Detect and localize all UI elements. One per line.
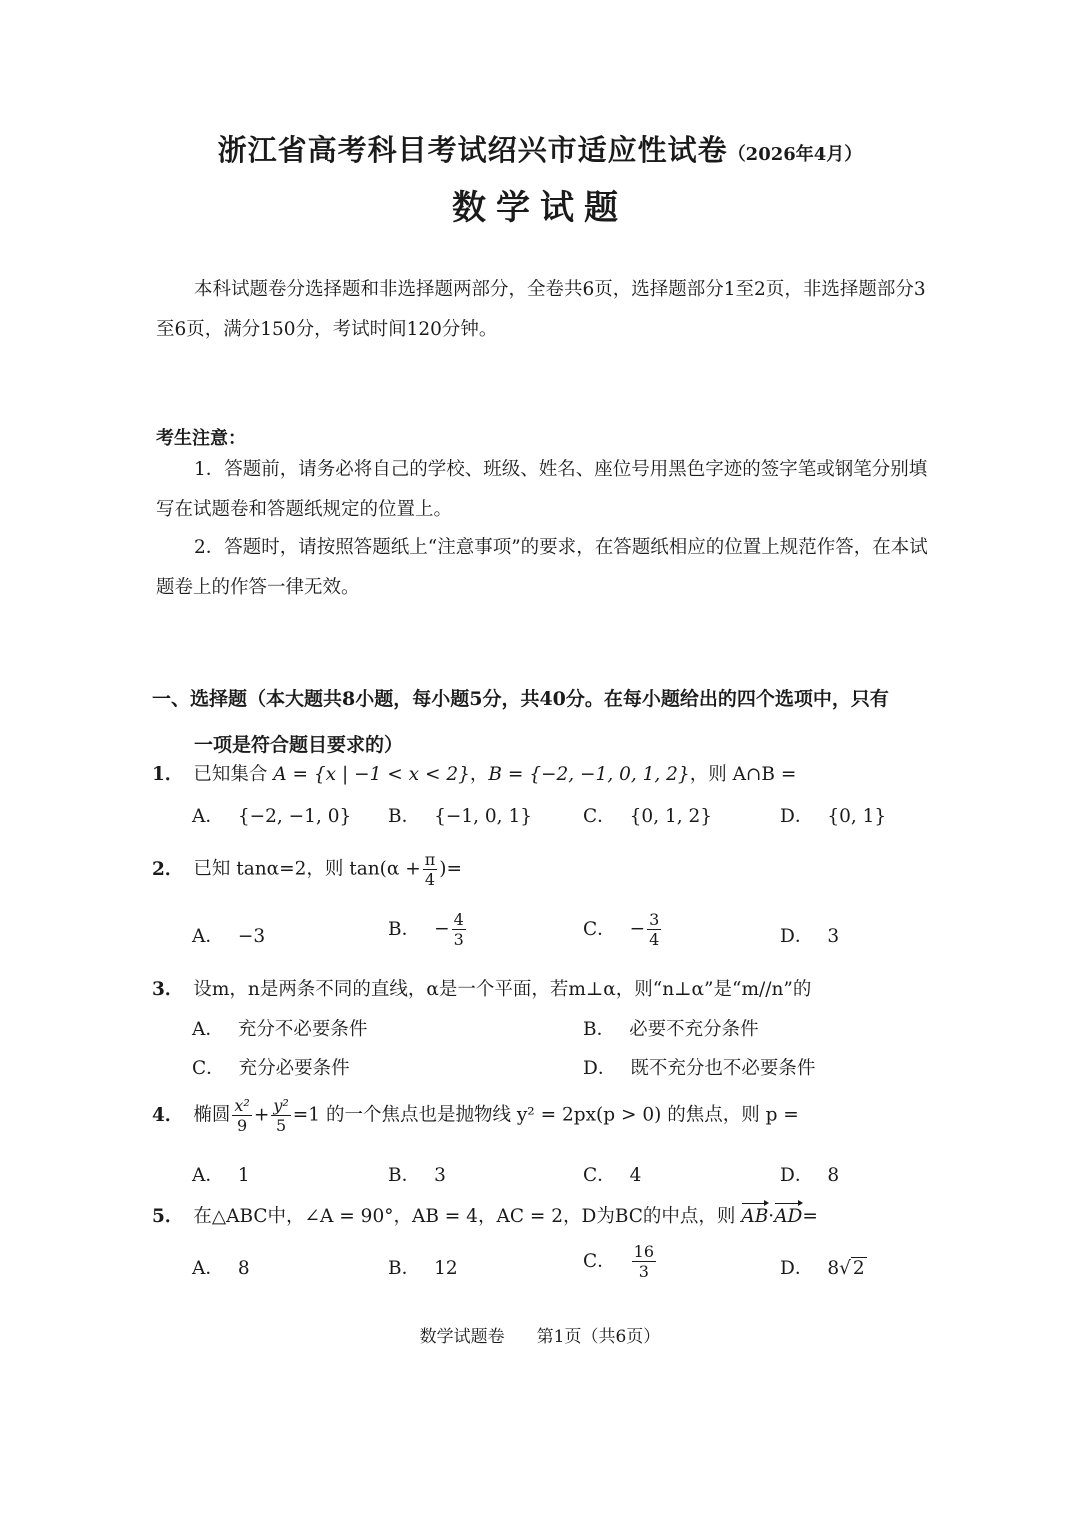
plus-sign: +: [253, 1104, 270, 1126]
question-4-post: =1 的一个焦点也是抛物线 y² = 2px(p > 0) 的焦点，则 p =: [292, 1104, 799, 1126]
question-4-pre: 椭圆: [193, 1104, 231, 1126]
question-3-number: 3．: [152, 979, 184, 1000]
q1-option-a[interactable]: [192, 802, 351, 828]
fraction-numerator: 3: [649, 910, 660, 929]
x2-over-9-fraction: [232, 1096, 251, 1135]
question-2-post: )=: [439, 858, 462, 880]
option-label: A．: [192, 1258, 224, 1279]
option-text: 3: [827, 926, 840, 947]
option-text: 3: [434, 1165, 446, 1186]
option-label: C．: [192, 1058, 225, 1079]
fraction-denominator: 3: [638, 1262, 649, 1281]
option-fraction: [632, 1242, 656, 1281]
option-label: C．: [583, 1165, 616, 1186]
section-heading-line2: 一项是符合题目要求的）: [194, 734, 404, 756]
fraction-numerator: 4: [453, 910, 464, 929]
option-label: B．: [388, 918, 421, 940]
question-3-text: 设m，n是两条不同的直线，α是一个平面，若m⊥α，则“n⊥α”是“m//n”的: [193, 979, 812, 1000]
q2-option-b[interactable]: [388, 910, 468, 949]
option-label: A．: [192, 1165, 224, 1186]
fraction-numerator: 16: [633, 1242, 655, 1261]
option-label: B．: [388, 806, 421, 827]
question-2: [152, 850, 462, 889]
option-text: 既不充分也不必要条件: [630, 1058, 816, 1079]
question-3: [152, 975, 811, 1001]
question-1-post: ，则 A∩B =: [689, 764, 797, 785]
q1-option-d[interactable]: [780, 802, 886, 828]
option-label: D．: [583, 1058, 617, 1079]
question-5-number: 5．: [152, 1206, 184, 1227]
question-5-post: =: [802, 1206, 818, 1227]
exam-title-text: 浙江省高考科目考试绍兴市适应性试卷: [217, 133, 728, 167]
question-5-pre: 在△ABC中，∠A = 90°，AB = 4，AC = 2，D为BC的中点，则: [193, 1206, 736, 1227]
option-label: B．: [388, 1165, 421, 1186]
option-fraction: [452, 910, 466, 949]
question-1-number: 1．: [152, 764, 184, 785]
option-text: 必要不充分条件: [629, 1019, 759, 1040]
q4-option-b[interactable]: [388, 1161, 446, 1187]
vector-ad: AD: [774, 1206, 803, 1227]
option-text: 1: [237, 1165, 250, 1186]
section-heading: [152, 676, 942, 768]
pi-over-4-fraction: [423, 850, 438, 889]
option-label: A．: [192, 806, 224, 827]
option-label: D．: [780, 1165, 814, 1186]
option-label: D．: [780, 926, 814, 947]
option-text: {0, 1, 2}: [629, 806, 713, 827]
question-4-number: 4．: [152, 1104, 184, 1126]
notice-item-1: 1．答题前，请务必将自己的学校、班级、姓名、座位号用黑色字迹的签字笔或钢笔分别填写在试题卷和答题纸规定的位置上。: [156, 459, 928, 520]
option-label: D．: [780, 806, 814, 827]
dot-operator: ·: [768, 1206, 775, 1227]
option-text: {0, 1}: [827, 806, 887, 827]
option-sign: −: [629, 918, 646, 940]
option-coefficient: 8: [827, 1258, 840, 1279]
fraction-denominator: 4: [424, 870, 436, 889]
subject-title: 数学试题: [452, 188, 628, 228]
option-text: 8: [237, 1258, 250, 1279]
q5-option-d[interactable]: D． 8√ 2: [780, 1258, 865, 1279]
notice-item-2: 2．答题时，请按照答题纸上“注意事项”的要求，在答题纸相应的位置上规范作答，在本试题卷上的作答一律无效。: [156, 537, 928, 598]
q3-option-d[interactable]: [583, 1054, 815, 1080]
question-1-pre: 已知集合: [193, 764, 268, 785]
option-label: A．: [192, 1019, 224, 1040]
vector-ab: AB: [741, 1206, 769, 1227]
option-text: 8: [827, 1165, 840, 1186]
intro-paragraph: 本科试题卷分选择题和非选择题两部分，全卷共6页，选择题部分1至2页，非选择题部分3至6页，满分150分，考试时间120分钟。: [156, 279, 926, 340]
q1-option-b[interactable]: [388, 802, 532, 828]
q4-option-c[interactable]: [583, 1161, 641, 1187]
option-text: 12: [434, 1258, 458, 1279]
question-1-separator: ，: [469, 764, 489, 785]
q2-option-a[interactable]: [192, 922, 265, 948]
question-1: [152, 760, 796, 786]
q3-option-c[interactable]: [192, 1054, 350, 1080]
option-label: D．: [780, 1258, 814, 1279]
fraction-denominator: 5: [275, 1116, 287, 1135]
option-label: C．: [583, 918, 616, 940]
question-5: [152, 1202, 818, 1228]
fraction-denominator: 3: [453, 930, 464, 949]
q1-option-c[interactable]: [583, 802, 712, 828]
option-text: {−2, −1, 0}: [237, 806, 352, 827]
option-label: B．: [583, 1019, 616, 1040]
option-text: 充分必要条件: [238, 1058, 350, 1079]
question-1-set-b: B = {−2, −1, 0, 1, 2}: [488, 764, 690, 785]
page-footer: [0, 1322, 1080, 1347]
question-1-set-a: A = {x | −1 < x < 2}: [273, 764, 470, 785]
q3-option-a[interactable]: [192, 1015, 367, 1041]
option-fraction: [647, 910, 661, 949]
y2-over-5-fraction: [271, 1096, 290, 1135]
exam-date: （2026年4月）: [727, 144, 863, 165]
q5-option-a[interactable]: [192, 1254, 250, 1280]
q2-option-d[interactable]: [780, 922, 839, 948]
fraction-numerator: π: [424, 850, 436, 869]
notice-heading: 考生注意：: [156, 428, 246, 449]
option-label: C．: [583, 806, 616, 827]
option-text: 充分不必要条件: [237, 1019, 368, 1040]
q5-option-c[interactable]: [583, 1242, 658, 1281]
q4-option-a[interactable]: [192, 1161, 250, 1187]
option-radicand: 2: [852, 1258, 865, 1279]
option-label: B．: [388, 1258, 421, 1279]
exam-title: [0, 128, 1080, 169]
option-text: 4: [629, 1165, 642, 1186]
fraction-denominator: 9: [237, 1116, 248, 1135]
q4-option-d[interactable]: [780, 1161, 839, 1187]
fraction-numerator: y²: [273, 1096, 289, 1115]
q3-option-b[interactable]: [583, 1015, 759, 1041]
option-text: −3: [237, 926, 266, 947]
footer-page: 第1页（共6页）: [536, 1327, 661, 1347]
option-text: {−1, 0, 1}: [434, 806, 532, 827]
question-2-pre: 已知 tanα=2，则 tan(α +: [193, 858, 421, 880]
option-label: C．: [583, 1250, 616, 1272]
fraction-numerator: x²: [234, 1096, 250, 1115]
footer-name: 数学试题卷: [419, 1327, 505, 1347]
q2-option-c[interactable]: [583, 910, 663, 949]
option-label: A．: [192, 926, 224, 947]
section-heading-line1: 一、选择题（本大题共8小题，每小题5分，共40分。在每小题给出的四个选项中，只有: [152, 688, 889, 710]
question-4: [152, 1096, 799, 1135]
fraction-denominator: 4: [649, 930, 660, 949]
option-sign: −: [434, 918, 450, 940]
question-2-number: 2．: [152, 858, 184, 880]
q5-option-b[interactable]: [388, 1254, 458, 1280]
